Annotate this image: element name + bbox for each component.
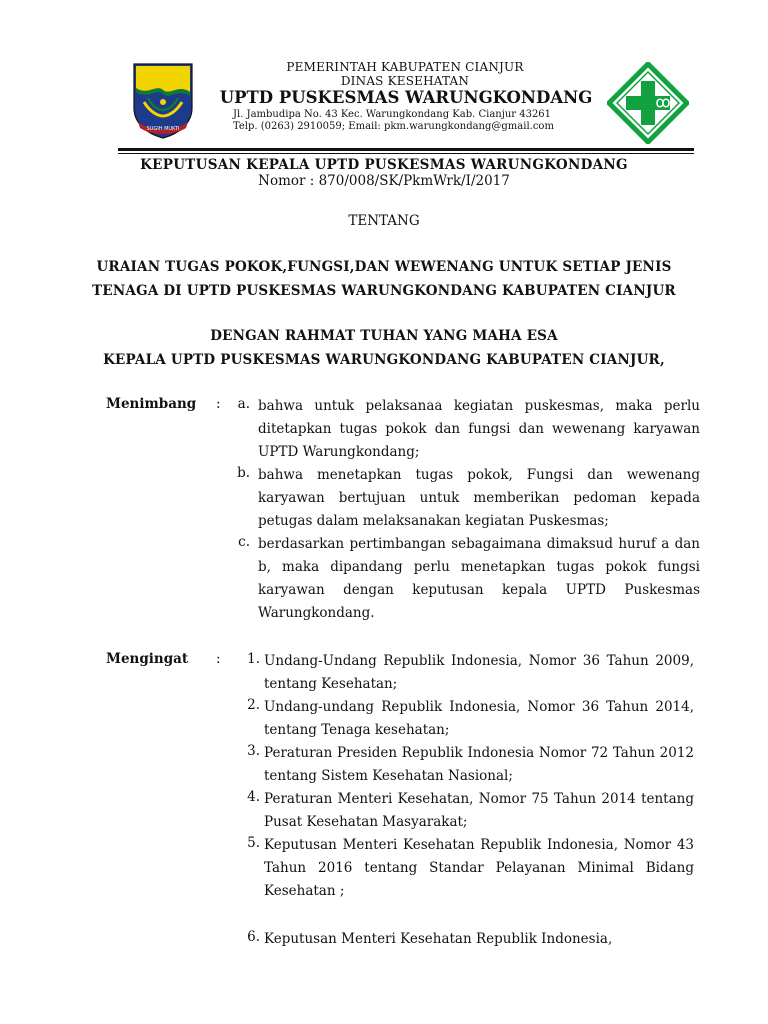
cianjur-emblem-logo [130,62,196,140]
mengingat-marker: 5. [247,835,260,851]
menimbang-item: berdasarkan pertimbangan sebagaimana dimaksud huruf a dan b, maka dipandang perlu menetapkan tugas pokok fungsi karyawan dengan keputusan kepala UPTD Puskesmas Warungkondang. [258,536,700,621]
menimbang-marker: b. [237,465,250,481]
address-line: Jl. Jambudipa No. 43 Kec. Warungkondang Kab. Cianjur 43261 [233,109,552,120]
about-heading: TENTANG [348,213,420,229]
mengingat-item: Peraturan Menteri Kesehatan, Nomor 75 Tahun 2014 tentang Pusat Kesehatan Masyarakat; [264,791,694,830]
mengingat-marker: 2. [247,697,260,713]
mengingat-colon: : [216,651,221,667]
mengingat-item: Keputusan Menteri Kesehatan Republik Indonesia, Nomor 43 Tahun 2016 tentang Standar Pelayanan Minimal Bidang Kesehatan ; [264,837,694,899]
menimbang-colon: : [216,396,221,412]
mengingat-marker: 3. [247,743,260,759]
decree-number: Nomor : 870/008/SK/PkmWrk/I/2017 [258,173,510,189]
letterhead-rule-thick [118,148,694,151]
puskesmas-logo [607,62,689,144]
letterhead-rule-thin [118,153,694,154]
mengingat-label: Mengingat [106,651,189,667]
department-name: DINAS KESEHATAN [340,74,470,88]
decree-title: KEPUTUSAN KEPALA UPTD PUSKESMAS WARUNGKONDANG [140,157,628,173]
mengingat-marker: 4. [247,789,260,805]
contact-line: Telp. (0263) 2910059; Email: pkm.warungkondang@gmail.com [233,121,554,132]
menimbang-label: Menimbang [106,396,197,412]
grace-line: DENGAN RAHMAT TUHAN YANG MAHA ESA [210,328,558,344]
emblem-motto: SUGIH MUKTI [146,126,180,132]
mengingat-marker: 6. [247,929,260,945]
menimbang-marker: a. [237,396,250,412]
mengingat-item: Undang-Undang Republik Indonesia, Nomor 36 Tahun 2009, tentang Kesehatan; [264,653,694,692]
menimbang-item: bahwa untuk pelaksanaa kegiatan puskesmas, maka perlu ditetapkan tugas pokok dan fungsi dan wewenang karyawan UPTD Warungkondang; [258,398,700,460]
menimbang-item: bahwa menetapkan tugas pokok, Fungsi dan wewenang karyawan bertujuan untuk memberikan pedoman kepada petugas dalam melaksanakan kegiatan Puskesmas; [258,467,700,529]
mengingat-item: Peraturan Presiden Republik Indonesia Nomor 72 Tahun 2012 tentang Sistem Kesehatan Nasional; [264,745,694,784]
subject-line-1: URAIAN TUGAS POKOK,FUNGSI,DAN WEWENANG UNTUK SETIAP JENIS [96,259,672,275]
menimbang-marker: c. [238,534,250,550]
subject-line-2: TENAGA DI UPTD PUSKESMAS WARUNGKONDANG KABUPATEN CIANJUR [92,283,676,299]
mengingat-item: Keputusan Menteri Kesehatan Republik Indonesia, [264,931,613,947]
government-name: PEMERINTAH KABUPATEN CIANJUR [286,60,524,74]
mengingat-marker: 1. [247,651,260,667]
mengingat-item: Undang-undang Republik Indonesia, Nomor 36 Tahun 2014, tentang Tenaga kesehatan; [264,699,694,738]
unit-name: UPTD PUSKESMAS WARUNGKONDANG [219,88,593,107]
head-title: KEPALA UPTD PUSKESMAS WARUNGKONDANG KABUPATEN CIANJUR, [103,352,665,368]
